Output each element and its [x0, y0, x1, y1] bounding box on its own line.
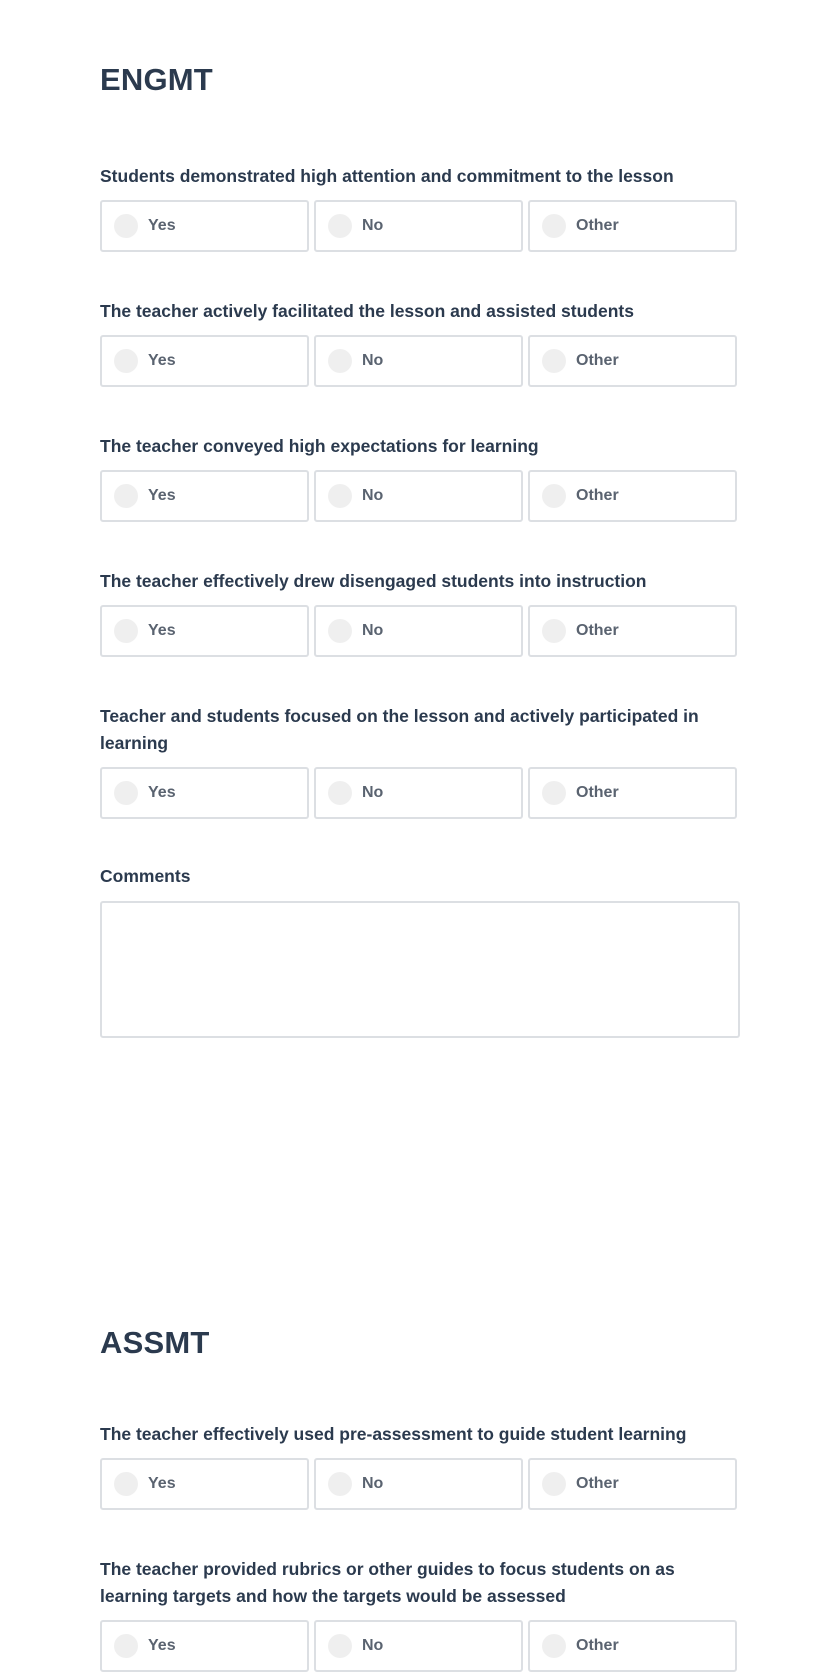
radio-circle[interactable]	[114, 484, 138, 508]
radio-group	[100, 470, 740, 522]
radio-circle[interactable]	[114, 214, 138, 238]
option-label: No	[362, 1637, 384, 1654]
radio-group	[100, 1620, 740, 1672]
option-no[interactable]	[314, 605, 523, 657]
question-text: Teacher and students focused on the lesson and actively participated in learning	[100, 706, 699, 753]
option-other[interactable]	[528, 200, 737, 252]
option-label: Other	[576, 1475, 619, 1492]
option-label: Other	[576, 784, 619, 801]
radio-circle[interactable]	[114, 1472, 138, 1496]
radio-group	[100, 1458, 740, 1510]
option-yes[interactable]	[100, 767, 309, 819]
radio-circle[interactable]	[542, 781, 566, 805]
option-other[interactable]	[528, 335, 737, 387]
question-expectations	[100, 433, 740, 522]
radio-circle[interactable]	[328, 349, 352, 373]
radio-group	[100, 335, 740, 387]
radio-circle[interactable]	[114, 619, 138, 643]
radio-circle[interactable]	[328, 781, 352, 805]
question-text: Students demonstrated high attention and commitment to the lesson	[100, 166, 674, 186]
option-yes[interactable]	[100, 605, 309, 657]
question-focused	[100, 703, 740, 819]
question-text: The teacher effectively drew disengaged students into instruction	[100, 571, 647, 591]
comments-label: Comments	[100, 866, 191, 886]
radio-circle[interactable]	[542, 214, 566, 238]
radio-group	[100, 605, 740, 657]
radio-circle[interactable]	[328, 214, 352, 238]
radio-circle[interactable]	[328, 1472, 352, 1496]
radio-group	[100, 767, 740, 819]
option-label: Other	[576, 1637, 619, 1654]
option-label: Yes	[148, 784, 176, 801]
option-yes[interactable]	[100, 200, 309, 252]
option-yes[interactable]	[100, 1458, 309, 1510]
radio-circle[interactable]	[114, 349, 138, 373]
option-no[interactable]	[314, 335, 523, 387]
section-title-assmt: ASSMT	[100, 1325, 210, 1360]
option-other[interactable]	[528, 1458, 737, 1510]
option-label: Yes	[148, 622, 176, 639]
option-no[interactable]	[314, 767, 523, 819]
section-title-engmt: ENGMT	[100, 62, 213, 97]
radio-circle[interactable]	[542, 1472, 566, 1496]
option-other[interactable]	[528, 605, 737, 657]
option-label: Other	[576, 217, 619, 234]
option-yes[interactable]	[100, 1620, 309, 1672]
option-yes[interactable]	[100, 335, 309, 387]
option-no[interactable]	[314, 1458, 523, 1510]
option-label: No	[362, 622, 384, 639]
option-other[interactable]	[528, 767, 737, 819]
radio-circle[interactable]	[542, 1634, 566, 1658]
radio-circle[interactable]	[542, 619, 566, 643]
comments-textarea[interactable]	[100, 901, 740, 1038]
radio-circle[interactable]	[542, 484, 566, 508]
question-text: The teacher conveyed high expectations for learning	[100, 436, 539, 456]
question-rubrics	[100, 1556, 740, 1672]
option-label: Yes	[148, 1637, 176, 1654]
option-label: Other	[576, 487, 619, 504]
option-label: No	[362, 1475, 384, 1492]
option-no[interactable]	[314, 470, 523, 522]
option-label: No	[362, 352, 384, 369]
question-text: The teacher provided rubrics or other guides to focus students on as learning targets and how the targets would be assessed	[100, 1559, 675, 1606]
option-label: Yes	[148, 352, 176, 369]
option-no[interactable]	[314, 200, 523, 252]
option-label: Yes	[148, 487, 176, 504]
option-label: Other	[576, 622, 619, 639]
radio-circle[interactable]	[328, 484, 352, 508]
radio-circle[interactable]	[114, 1634, 138, 1658]
option-label: No	[362, 784, 384, 801]
question-facilitated	[100, 298, 740, 387]
option-label: Other	[576, 352, 619, 369]
radio-circle[interactable]	[328, 619, 352, 643]
radio-circle[interactable]	[542, 349, 566, 373]
option-label: Yes	[148, 1475, 176, 1492]
radio-circle[interactable]	[114, 781, 138, 805]
question-text: The teacher actively facilitated the lesson and assisted students	[100, 301, 634, 321]
option-no[interactable]	[314, 1620, 523, 1672]
option-other[interactable]	[528, 470, 737, 522]
question-preassessment	[100, 1421, 740, 1510]
option-other[interactable]	[528, 1620, 737, 1672]
question-disengaged	[100, 568, 740, 657]
option-yes[interactable]	[100, 470, 309, 522]
option-label: No	[362, 487, 384, 504]
option-label: Yes	[148, 217, 176, 234]
option-label: No	[362, 217, 384, 234]
radio-circle[interactable]	[328, 1634, 352, 1658]
question-text: The teacher effectively used pre-assessment to guide student learning	[100, 1424, 687, 1444]
radio-group	[100, 200, 740, 252]
question-attention	[100, 163, 740, 252]
